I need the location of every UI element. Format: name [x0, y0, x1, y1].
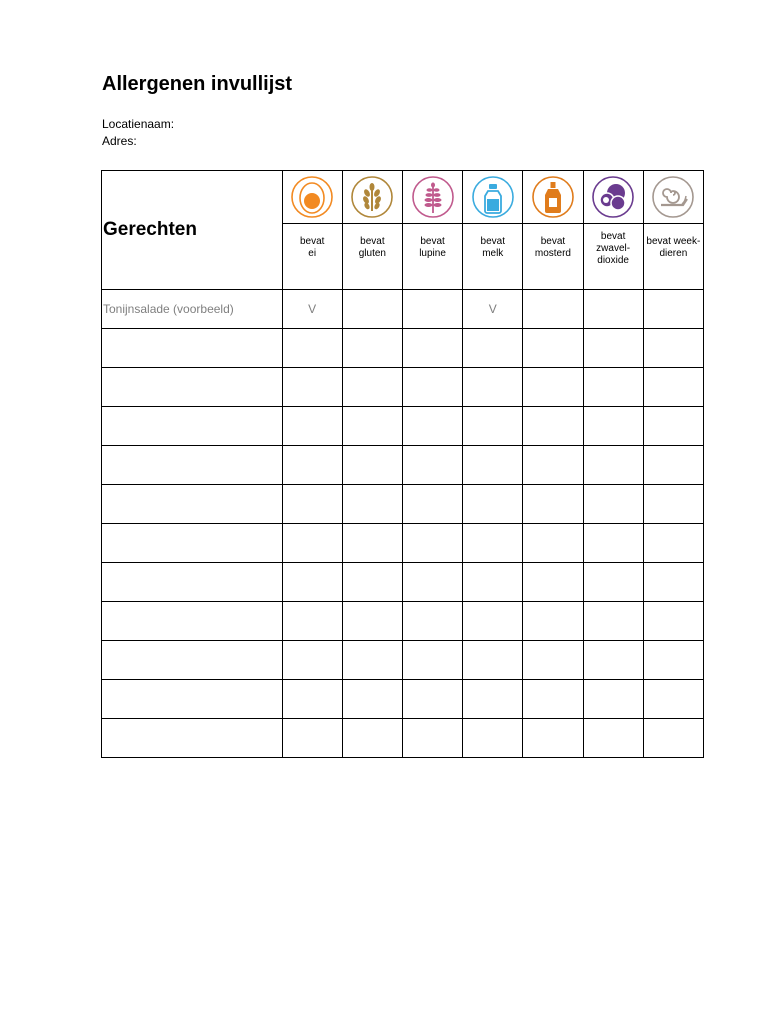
allergen-icon-cell — [583, 171, 643, 224]
allergen-check-cell[interactable] — [282, 329, 342, 368]
allergen-label: bevat melk — [480, 236, 505, 259]
allergen-check-cell[interactable] — [463, 719, 523, 758]
allergen-check-cell[interactable] — [402, 485, 462, 524]
allergen-label-cell — [583, 224, 643, 290]
allergen-label-cell — [342, 224, 402, 290]
allergen-icon-cell — [643, 171, 703, 224]
allergen-check-cell[interactable] — [342, 368, 402, 407]
mustard-bottle-icon — [523, 175, 582, 219]
allergen-check-cell[interactable] — [342, 641, 402, 680]
allergen-label: bevat lupine — [419, 236, 446, 259]
allergen-check-cell[interactable]: V — [463, 290, 523, 329]
milk-bottle-icon — [463, 175, 522, 219]
allergen-check-cell[interactable] — [643, 641, 703, 680]
allergen-check-cell[interactable] — [463, 602, 523, 641]
dish-name-cell[interactable] — [102, 719, 283, 758]
allergen-icon-cell — [282, 171, 342, 224]
allergen-label: bevat week- dieren — [646, 236, 701, 259]
allergen-check-cell[interactable] — [342, 485, 402, 524]
lupine-icon — [403, 175, 462, 219]
allergen-check-cell[interactable] — [583, 446, 643, 485]
table-row — [102, 368, 704, 407]
allergen-check-cell[interactable] — [583, 563, 643, 602]
table-row — [102, 485, 704, 524]
allergen-check-cell[interactable] — [282, 446, 342, 485]
location-name-label: Locatienaam: — [102, 117, 175, 131]
allergen-check-cell[interactable] — [523, 719, 583, 758]
allergen-check-cell[interactable] — [282, 524, 342, 563]
allergen-check-cell[interactable] — [463, 641, 523, 680]
table-row — [102, 407, 704, 446]
allergen-table — [101, 170, 704, 758]
allergen-check-cell[interactable] — [342, 407, 402, 446]
allergen-icon-cell — [342, 171, 402, 224]
allergen-check-cell[interactable] — [463, 680, 523, 719]
allergen-check-cell[interactable] — [282, 641, 342, 680]
allergen-check-cell[interactable] — [583, 641, 643, 680]
allergen-check-cell[interactable] — [523, 368, 583, 407]
dish-name-cell[interactable] — [102, 485, 283, 524]
allergen-check-cell[interactable] — [402, 680, 462, 719]
allergen-check-cell[interactable] — [402, 368, 462, 407]
allergen-check-cell[interactable] — [583, 602, 643, 641]
allergen-check-cell[interactable] — [342, 524, 402, 563]
snail-icon — [644, 175, 703, 219]
allergen-check-cell[interactable] — [583, 524, 643, 563]
allergen-check-cell[interactable] — [282, 680, 342, 719]
allergen-check-cell[interactable] — [643, 680, 703, 719]
allergen-check-cell[interactable] — [402, 563, 462, 602]
allergen-check-cell[interactable] — [402, 407, 462, 446]
allergen-icon-cell — [463, 171, 523, 224]
allergen-check-cell[interactable]: V — [282, 290, 342, 329]
allergen-check-cell[interactable] — [342, 719, 402, 758]
allergen-label: bevat gluten — [358, 236, 386, 259]
allergen-check-cell[interactable] — [342, 680, 402, 719]
allergen-label-cell — [643, 224, 703, 290]
allergen-check-cell[interactable] — [402, 446, 462, 485]
allergen-check-cell[interactable] — [523, 290, 583, 329]
allergen-label-cell — [282, 224, 342, 290]
allergen-check-cell[interactable] — [523, 407, 583, 446]
allergen-check-cell[interactable] — [402, 602, 462, 641]
address-label: Adres: — [102, 134, 137, 148]
dish-name-cell[interactable] — [102, 602, 283, 641]
allergen-check-cell[interactable] — [583, 485, 643, 524]
allergen-label-cell — [402, 224, 462, 290]
allergen-check-cell[interactable] — [523, 485, 583, 524]
allergen-check-cell[interactable] — [583, 290, 643, 329]
allergen-check-cell[interactable] — [282, 407, 342, 446]
table-row — [102, 602, 704, 641]
allergen-check-cell[interactable] — [402, 524, 462, 563]
table-row — [102, 563, 704, 602]
allergen-check-cell[interactable] — [583, 368, 643, 407]
allergen-check-cell[interactable] — [523, 563, 583, 602]
allergen-check-cell[interactable] — [282, 719, 342, 758]
allergen-check-cell[interactable] — [402, 290, 462, 329]
allergen-check-cell[interactable] — [523, 680, 583, 719]
dish-name-cell[interactable] — [102, 563, 283, 602]
table-row — [102, 446, 704, 485]
allergen-check-cell[interactable] — [643, 485, 703, 524]
allergen-check-cell[interactable] — [402, 641, 462, 680]
allergen-check-cell[interactable] — [342, 563, 402, 602]
dish-name-cell[interactable] — [102, 407, 283, 446]
egg-icon — [283, 175, 342, 219]
table-row — [102, 290, 704, 329]
table-row — [102, 719, 704, 758]
dish-name-cell[interactable] — [102, 641, 283, 680]
allergen-label: bevat ei — [299, 236, 325, 259]
allergen-check-cell[interactable] — [583, 719, 643, 758]
allergen-check-cell[interactable] — [583, 329, 643, 368]
allergen-check-cell[interactable] — [342, 329, 402, 368]
table-row — [102, 641, 704, 680]
table-row — [102, 329, 704, 368]
allergen-check-cell[interactable] — [643, 563, 703, 602]
allergen-check-cell[interactable] — [463, 407, 523, 446]
allergen-check-cell[interactable] — [583, 680, 643, 719]
allergen-check-cell[interactable] — [523, 446, 583, 485]
allergen-check-cell[interactable] — [643, 407, 703, 446]
allergen-check-cell[interactable] — [643, 602, 703, 641]
dish-name-cell[interactable] — [102, 329, 283, 368]
allergen-check-cell[interactable] — [523, 602, 583, 641]
allergen-check-cell[interactable] — [282, 602, 342, 641]
allergen-check-cell[interactable] — [463, 485, 523, 524]
allergen-check-cell[interactable] — [402, 329, 462, 368]
dish-name-cell[interactable]: Tonijnsalade (voorbeeld) — [102, 290, 283, 329]
allergen-label-cell — [523, 224, 583, 290]
allergen-check-cell[interactable] — [463, 329, 523, 368]
allergen-icon-cell — [402, 171, 462, 224]
allergen-check-cell[interactable] — [282, 368, 342, 407]
allergen-check-cell[interactable] — [523, 641, 583, 680]
allergen-label-cell — [463, 224, 523, 290]
sulphite-bubbles-icon — [584, 175, 643, 219]
table-row — [102, 524, 704, 563]
dish-name-cell[interactable] — [102, 680, 283, 719]
allergen-check-cell[interactable] — [643, 368, 703, 407]
dish-name-cell[interactable] — [102, 524, 283, 563]
allergen-check-cell[interactable] — [463, 446, 523, 485]
allergen-check-cell[interactable] — [643, 524, 703, 563]
dish-name-cell[interactable] — [102, 368, 283, 407]
allergen-check-cell[interactable] — [523, 329, 583, 368]
allergen-check-cell[interactable] — [643, 719, 703, 758]
table-row — [102, 680, 704, 719]
allergen-check-cell[interactable] — [463, 524, 523, 563]
allergen-icon-cell — [523, 171, 583, 224]
allergen-label: bevat mosterd — [534, 236, 571, 259]
document-title: Allergenen invullijst — [102, 73, 293, 95]
allergen-check-cell[interactable] — [282, 485, 342, 524]
allergen-check-cell[interactable] — [643, 329, 703, 368]
allergen-check-cell[interactable] — [282, 563, 342, 602]
allergen-check-cell[interactable] — [463, 368, 523, 407]
dishes-column-header: Gerechten — [102, 171, 283, 290]
allergen-check-cell[interactable] — [342, 290, 402, 329]
allergen-label: bevat zwavel- dioxide — [596, 231, 631, 266]
allergen-check-cell[interactable] — [342, 446, 402, 485]
allergen-check-cell[interactable] — [402, 719, 462, 758]
allergen-check-cell[interactable] — [342, 602, 402, 641]
allergen-check-cell[interactable] — [463, 563, 523, 602]
dish-name-cell[interactable] — [102, 446, 283, 485]
wheat-icon — [343, 175, 402, 219]
allergen-check-cell[interactable] — [643, 290, 703, 329]
allergen-check-cell[interactable] — [523, 524, 583, 563]
allergen-check-cell[interactable] — [643, 446, 703, 485]
allergen-check-cell[interactable] — [583, 407, 643, 446]
